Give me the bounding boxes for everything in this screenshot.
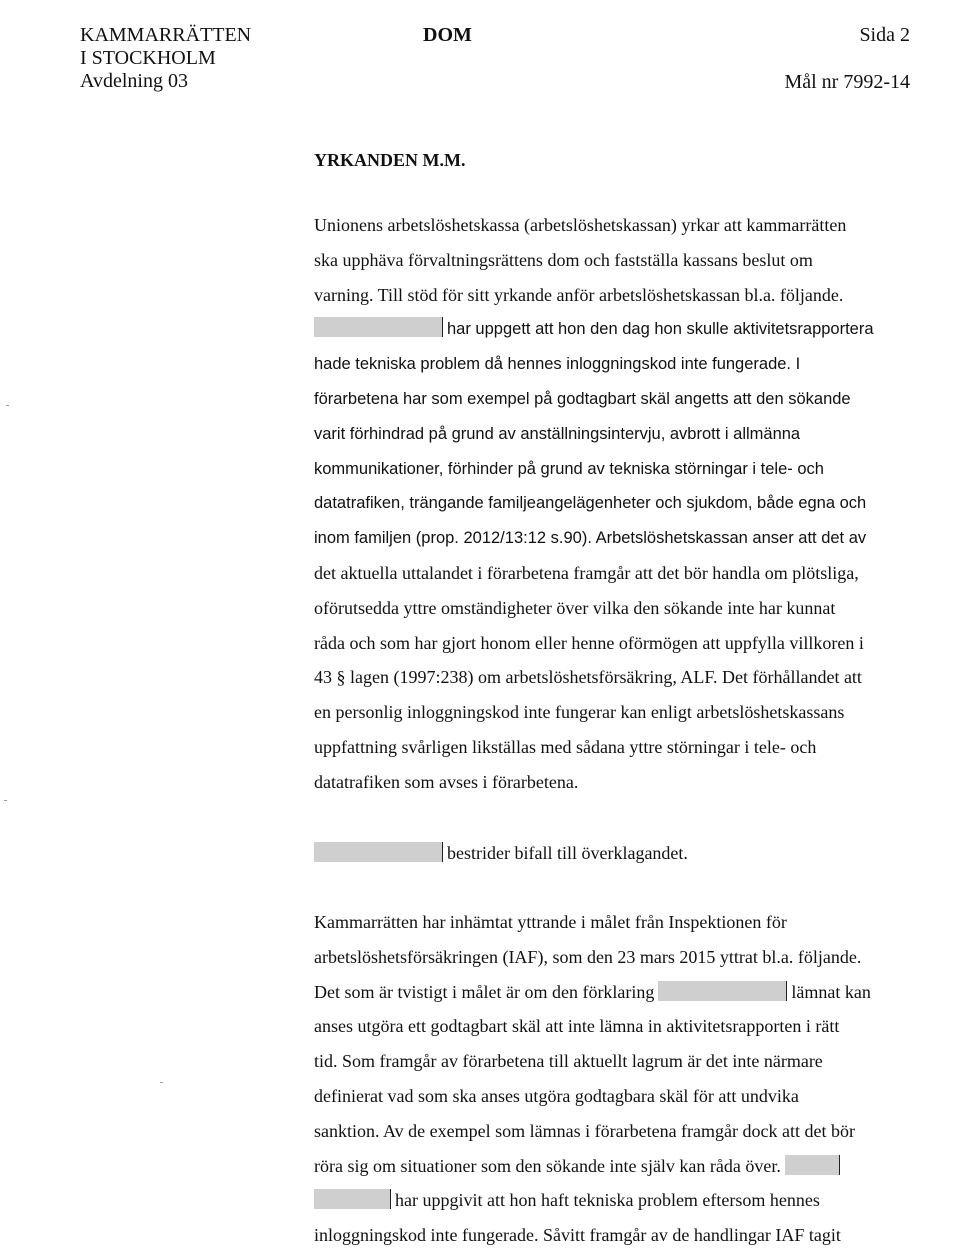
text-line — [314, 836, 914, 871]
court-block — [80, 24, 251, 93]
text-line: datatrafiken, trängande familjeangelägenheter och sjukdom, både egna och — [314, 494, 867, 513]
redaction-box — [785, 1155, 840, 1175]
redaction-box — [658, 981, 787, 1001]
text-line: tid. Som framgår av förarbetena till aktuellt lagrum är det inte närmare — [314, 1051, 823, 1072]
document-type: DOM — [423, 24, 472, 46]
text-line: arbetslöshetsförsäkringen (IAF), som den 23 mars 2015 yttrat bl.a. följande. — [314, 946, 862, 967]
paragraph-dispute — [314, 836, 914, 871]
text-line — [314, 975, 914, 1010]
text-line: kommunikationer, förhinder på grund av tekniska störningar i tele- och — [314, 459, 824, 478]
text-line: anses utgöra ett godtagbart skäl att inte lämna in aktivitetsrapporten i rätt — [314, 1016, 840, 1037]
redaction-box — [314, 1189, 391, 1209]
text-line: inom familjen (prop. 2012/13:12 s.90). Arbetslöshetskassan anser att det av — [314, 529, 867, 548]
text-line: Unionens arbetslöshetskassa (arbetslöshetskassan) yrkar att kammarrätten — [314, 215, 847, 235]
text-fragment: lämnat kan — [791, 981, 871, 1002]
scan-speck — [6, 405, 9, 406]
text-line: uppfattning svårligen likställas med sådana yttre störningar i tele- och — [314, 736, 817, 757]
scan-speck — [160, 1082, 163, 1083]
text-line: 43 § lagen (1997:238) om arbetslöshetsförsäkring, ALF. Det förhållandet att — [314, 667, 862, 688]
section-heading: YRKANDEN M.M. — [314, 150, 466, 170]
case-number: Mål nr 7992-14 — [784, 71, 910, 93]
court-name-line2: I STOCKHOLM — [80, 47, 216, 69]
text-line: inloggningskod inte fungerade. Såvitt framgår av de handlingar IAF tagit — [314, 1225, 841, 1246]
text-line: hade tekniska problem då hennes inloggningskod inte fungerade. I — [314, 355, 801, 374]
text-fragment: bestrider bifall till överklagandet. — [447, 843, 688, 863]
division: Avdelning 03 — [80, 70, 188, 92]
text-line — [314, 1149, 914, 1184]
text-fragment: har uppgett att hon den dag hon skulle aktivitetsrapportera — [447, 320, 874, 339]
paragraph-iaf — [314, 905, 914, 1253]
text-line: råda och som har gjort honom eller henne oförmögen att uppfylla villkoren i — [314, 632, 864, 653]
text-line: en personlig inloggningskod inte fungerar kan enligt arbetslöshetskassans — [314, 702, 845, 723]
text-fragment: Det som är tvistigt i målet är om den förklaring — [314, 981, 655, 1002]
text-line — [314, 312, 914, 347]
text-line: sanktion. Av de exempel som lämnas i förarbetena framgår dock att det bör — [314, 1120, 855, 1141]
text-line: förarbetena har som exempel på godtagbart skäl angetts att den sökande — [314, 389, 851, 408]
page-number: Sida 2 — [859, 24, 910, 46]
text-line — [314, 1183, 914, 1218]
scan-speck — [4, 800, 7, 801]
redaction-box — [314, 317, 443, 337]
text-fragment: har uppgivit att hon haft tekniska problem eftersom hennes — [395, 1190, 820, 1211]
text-line: det aktuella uttalandet i förarbetena framgår att det bör handla om plötsliga, — [314, 562, 859, 583]
text-line: varning. Till stöd för sitt yrkande anför arbetslöshetskassan bl.a. följande. — [314, 284, 844, 305]
redaction-box — [314, 842, 443, 862]
text-fragment: röra sig om situationer som den sökande inte själv kan råda över. — [314, 1155, 781, 1176]
text-line: oförutsedda yttre omständigheter över vilka den sökande inte har kunnat — [314, 597, 836, 618]
court-name-line1: KAMMARRÄTTEN — [80, 24, 252, 46]
text-line: varit förhindrad på grund av anställningsintervju, avbrott i allmänna — [314, 424, 801, 443]
text-line: definierat vad som ska anses utgöra godtagbara skäl för att undvika — [314, 1085, 799, 1106]
paragraph-claims — [314, 208, 914, 800]
text-line: ska upphäva förvaltningsrättens dom och fastställa kassans beslut om — [314, 249, 813, 270]
text-line: datatrafiken som avses i förarbetena. — [314, 771, 579, 792]
text-line: Kammarrätten har inhämtat yttrande i målet från Inspektionen för — [314, 912, 787, 932]
